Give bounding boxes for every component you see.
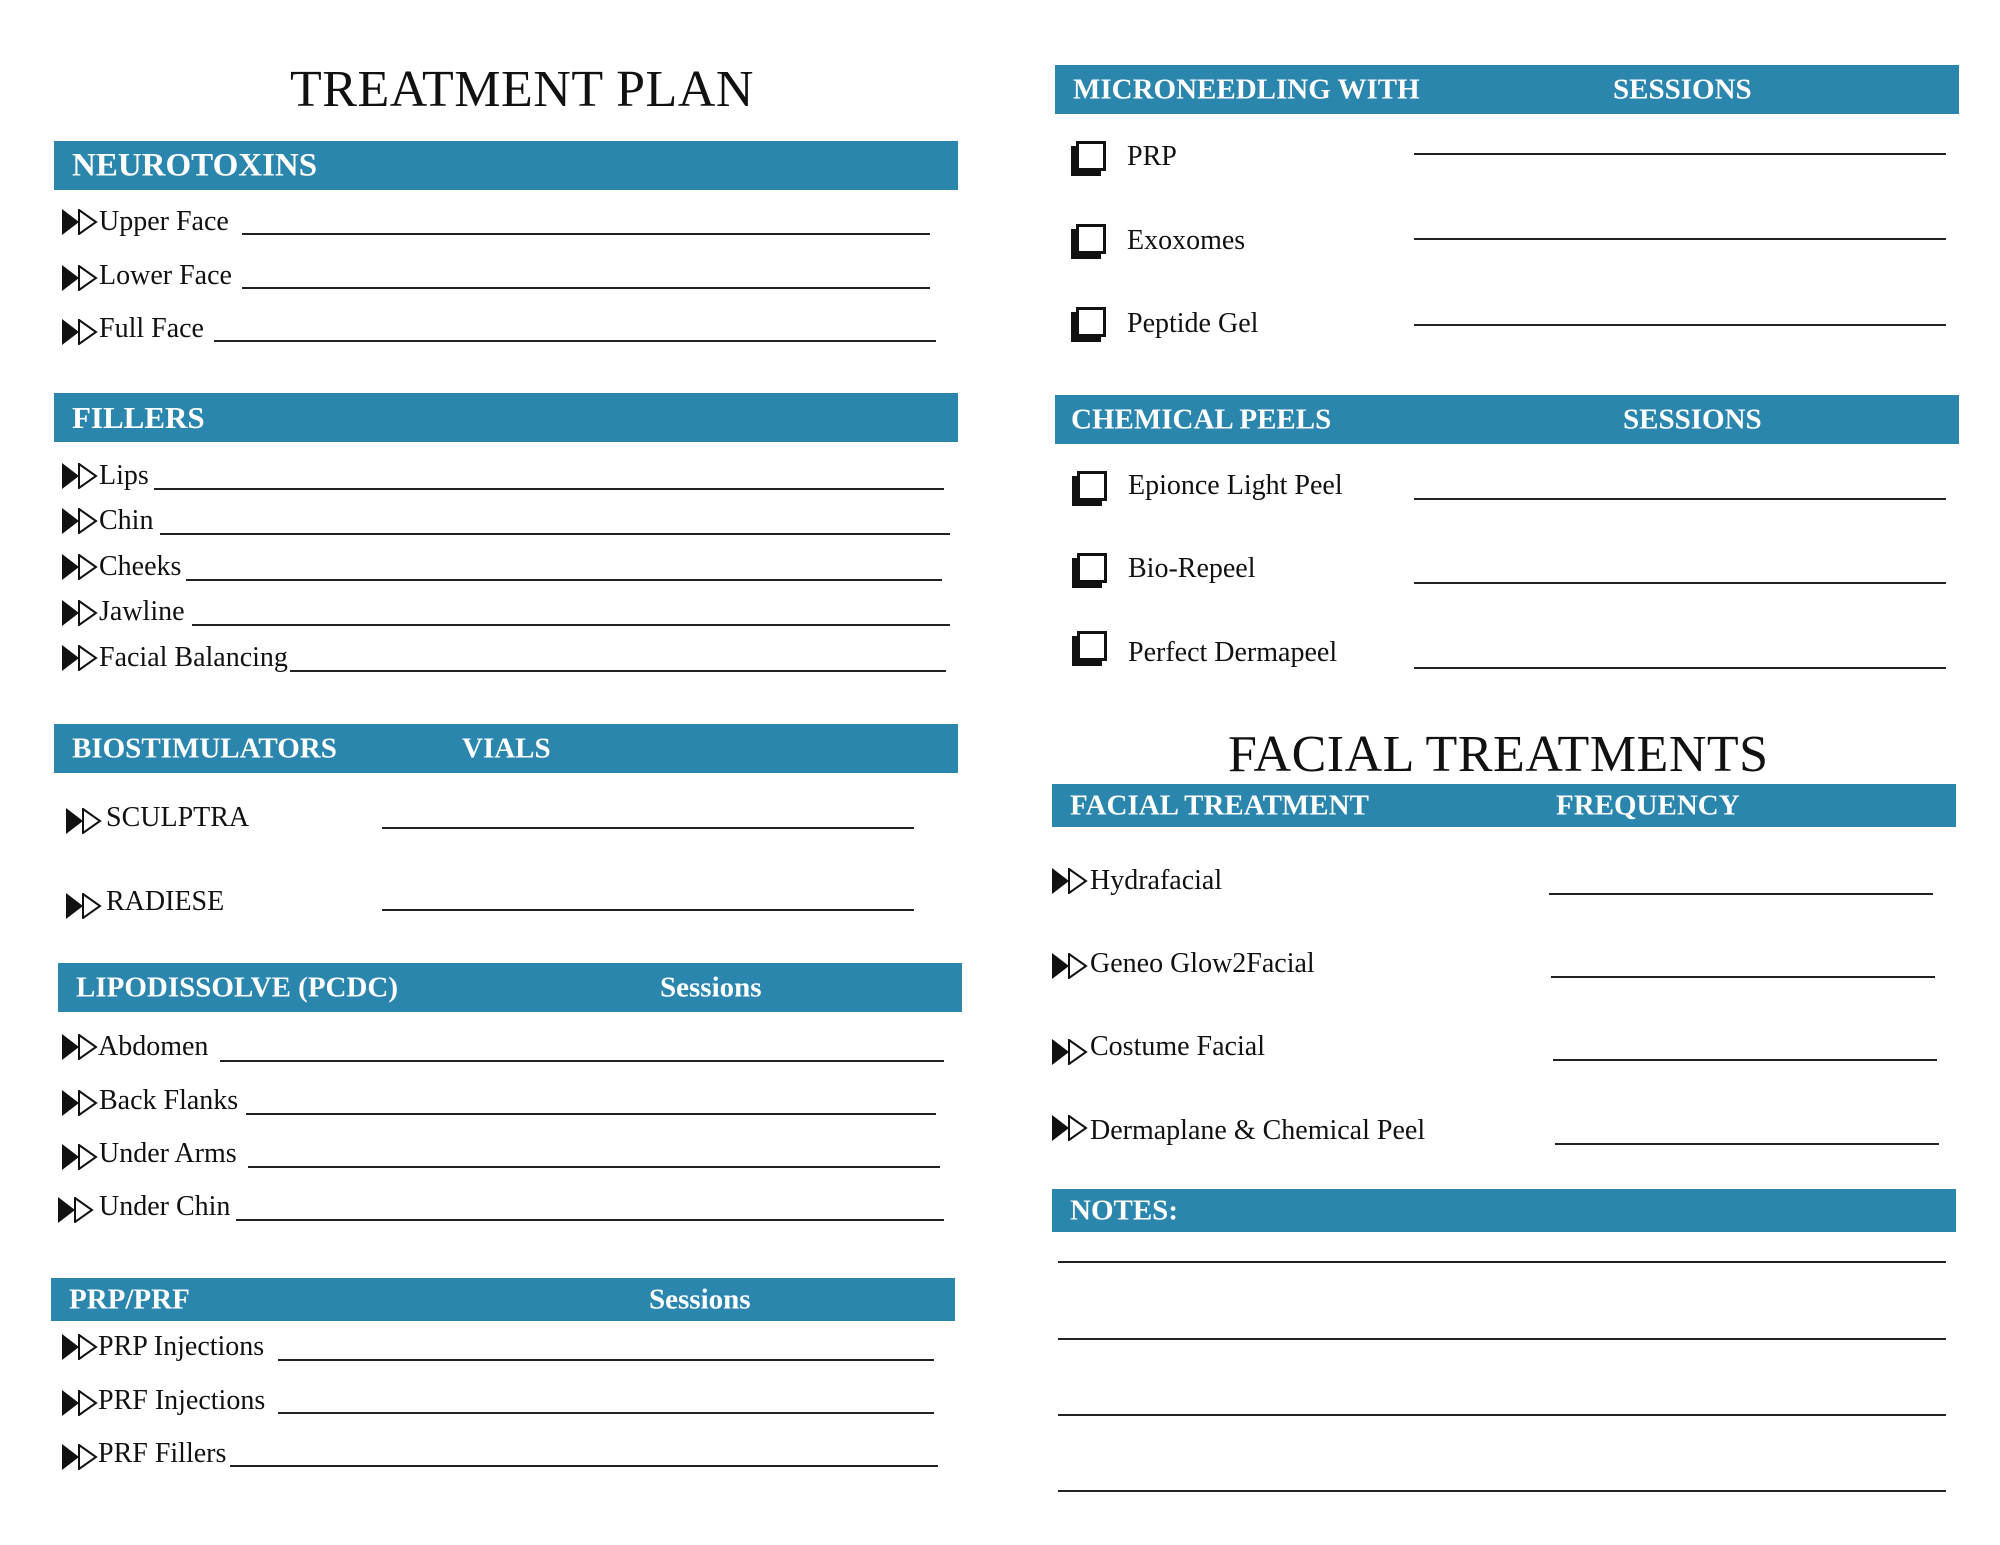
biostimulators-header [54,724,958,773]
arrow-bullet-icon [62,600,98,626]
arrow-bullet-icon [62,645,98,671]
arrow-bullet-icon [62,508,98,534]
entry-line[interactable] [1551,976,1935,978]
arrow-bullet-icon [62,1034,98,1060]
entry-line[interactable] [278,1359,934,1361]
entry-line[interactable] [290,670,946,672]
item-label: RADIESE [106,886,225,917]
item-label: Cheeks [99,551,182,582]
prp-prf-header-label: PRP/PRF [69,1283,190,1315]
item-label: Geneo Glow2Facial [1090,948,1315,979]
sessions-column-label: Sessions [660,971,762,1003]
lipodissolve-header [58,963,962,1012]
fillers-header [54,393,958,442]
neurotoxins-header-label: NEUROTOXINS [72,147,318,183]
item-label: Jawline [99,596,185,627]
entry-line[interactable] [1553,1059,1937,1061]
checkbox[interactable] [1072,558,1102,588]
arrow-bullet-icon [62,1090,98,1116]
arrow-bullet-icon [66,808,102,834]
entry-line[interactable] [1414,498,1946,500]
notes-line[interactable] [1058,1490,1946,1492]
frequency-column-label: FREQUENCY [1556,789,1740,821]
item-label: PRP [1127,141,1177,172]
entry-line[interactable] [382,909,914,911]
entry-line[interactable] [1414,667,1946,669]
item-label: Bio-Repeel [1128,553,1256,584]
item-label: Exoxomes [1127,225,1246,256]
chemical-peels-header-label: CHEMICAL PEELS [1071,403,1332,435]
item-label: Under Arms [99,1138,237,1169]
sessions-column-label: SESSIONS [1623,403,1762,435]
item-label: Facial Balancing [99,642,288,673]
arrow-bullet-icon [62,1390,98,1416]
arrow-bullet-icon [62,265,98,291]
arrow-bullet-icon [62,463,98,489]
notes-header-label: NOTES: [1070,1194,1178,1226]
item-label: Costume Facial [1090,1031,1265,1062]
item-label: Under Chin [99,1191,231,1222]
item-label: PRP Injections [98,1331,265,1362]
entry-line[interactable] [230,1465,938,1467]
arrow-bullet-icon [62,554,98,580]
entry-line[interactable] [248,1166,940,1168]
entry-line[interactable] [236,1219,944,1221]
entry-line[interactable] [1414,153,1946,155]
arrow-bullet-icon [66,893,102,919]
entry-line[interactable] [1414,324,1946,326]
checkbox[interactable] [1071,229,1101,259]
arrow-bullet-icon [62,1334,98,1360]
item-label: Lips [99,460,149,491]
entry-line[interactable] [160,533,950,535]
checkbox[interactable] [1072,476,1102,506]
checkbox[interactable] [1071,312,1101,342]
sessions-column-label: Sessions [649,1283,751,1315]
arrow-bullet-icon [62,319,98,345]
entry-line[interactable] [382,827,914,829]
facial-treatment-header [1052,784,1956,827]
facial-treatment-header-label: FACIAL TREATMENT [1070,789,1369,821]
item-label: Peptide Gel [1127,308,1259,339]
item-label: Chin [99,505,154,536]
entry-line[interactable] [246,1113,936,1115]
prp-prf-header [51,1278,955,1321]
arrow-bullet-icon [1052,1039,1088,1065]
entry-line[interactable] [192,624,950,626]
sessions-column-label: SESSIONS [1613,73,1752,105]
fillers-header-label: FILLERS [72,399,205,435]
entry-line[interactable] [154,488,944,490]
vials-column-label: VIALS [462,732,551,764]
item-label: Perfect Dermapeel [1128,637,1338,668]
entry-line[interactable] [1555,1143,1939,1145]
entry-line[interactable] [278,1412,934,1414]
arrow-bullet-icon [58,1197,94,1223]
lipodissolve-header-label: LIPODISSOLVE (PCDC) [76,971,399,1003]
microneedling-header [1055,65,1959,114]
notes-line[interactable] [1058,1261,1946,1263]
item-label: Epionce Light Peel [1128,470,1343,501]
neurotoxins-header [54,141,958,190]
entry-line[interactable] [242,287,930,289]
page-title: TREATMENT PLAN [290,61,754,118]
checkbox[interactable] [1072,636,1102,666]
item-label: Upper Face [99,206,229,237]
entry-line[interactable] [220,1060,944,1062]
entry-line[interactable] [242,233,930,235]
item-label: Abdomen [98,1031,209,1062]
item-label: Lower Face [99,260,232,291]
arrow-bullet-icon [1052,953,1088,979]
entry-line[interactable] [186,579,942,581]
entry-line[interactable] [1414,582,1946,584]
item-label: PRF Injections [98,1385,266,1416]
item-label: Back Flanks [99,1085,239,1116]
arrow-bullet-icon [62,209,98,235]
item-label: Hydrafacial [1090,865,1223,896]
item-label: SCULPTRA [106,802,250,833]
microneedling-header-label: MICRONEEDLING WITH [1073,73,1420,105]
facial-treatments-title: FACIAL TREATMENTS [1228,726,1769,783]
arrow-bullet-icon [1052,1115,1088,1141]
checkbox[interactable] [1071,146,1101,176]
notes-line[interactable] [1058,1414,1946,1416]
item-label: Dermaplane & Chemical Peel [1090,1115,1426,1146]
item-label: Full Face [99,313,204,344]
arrow-bullet-icon [62,1144,98,1170]
notes-header [1052,1189,1956,1232]
entry-line[interactable] [1549,893,1933,895]
item-label: PRF Fillers [98,1438,227,1469]
arrow-bullet-icon [1052,868,1088,894]
chemical-peels-header [1055,395,1959,444]
notes-line[interactable] [1058,1338,1946,1340]
entry-line[interactable] [214,340,936,342]
biostimulators-header-label: BIOSTIMULATORS [72,732,337,764]
arrow-bullet-icon [62,1444,98,1470]
entry-line[interactable] [1414,238,1946,240]
